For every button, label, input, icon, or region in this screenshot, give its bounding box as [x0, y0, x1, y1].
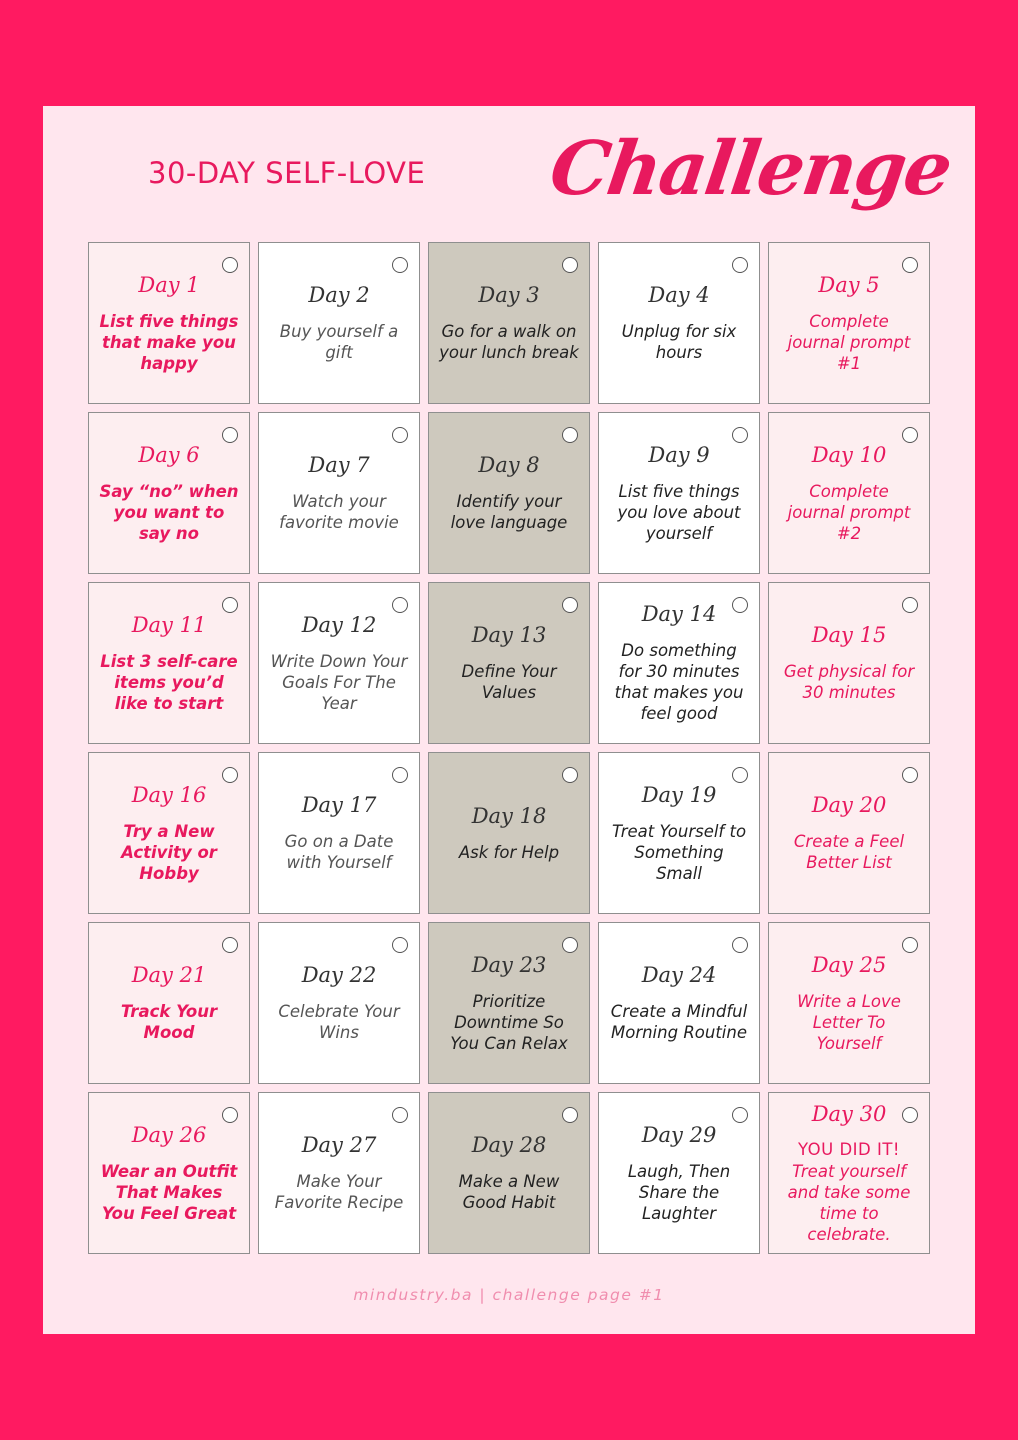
day-card	[428, 242, 590, 404]
day-task: Try a New Activity or Hobby	[121, 821, 217, 883]
day-label: Day 20	[811, 793, 887, 817]
checkbox-circle[interactable]	[222, 1107, 238, 1123]
day-card	[428, 752, 590, 914]
checkbox-circle[interactable]	[392, 257, 408, 273]
day-task: Get physical for 30 minutes	[783, 662, 915, 702]
day-card	[598, 242, 760, 404]
day-task: Define Your Values	[461, 662, 557, 702]
day-task: List 3 self-care items you’d like to start	[100, 651, 238, 713]
day-label: Day 14	[641, 602, 717, 626]
day-card	[258, 242, 420, 404]
checkbox-circle[interactable]	[392, 937, 408, 953]
day-task: Make a New Good Habit	[458, 1172, 560, 1212]
day-task: Wear an Outfit That Makes You Feel Great	[100, 1161, 238, 1223]
day-label: Day 27	[301, 1133, 377, 1157]
day-card	[428, 922, 590, 1084]
day-label: Day 19	[641, 782, 717, 807]
day-task: Say “no” when you want to say no	[99, 481, 239, 543]
day-card	[598, 752, 760, 914]
day-task: Complete journal prompt #1	[787, 311, 911, 373]
day-task: Go on a Date with Yourself	[284, 832, 394, 872]
day-task: Unplug for six hours	[621, 322, 737, 362]
day-card	[428, 412, 590, 574]
day-task: Prioritize Downtime So You Can Relax	[450, 991, 568, 1053]
day-label: Day 2	[308, 283, 370, 307]
checkbox-circle[interactable]	[732, 427, 748, 443]
day-card	[88, 412, 250, 574]
day-label: Day 16	[131, 782, 207, 807]
checkbox-circle[interactable]	[222, 427, 238, 443]
day-label: Day 6	[138, 442, 200, 467]
day-task: Write Down Your Goals For The Year	[270, 651, 408, 713]
checkbox-circle[interactable]	[562, 257, 578, 273]
day-label: Day 13	[471, 623, 547, 647]
checkbox-circle[interactable]	[222, 257, 238, 273]
day-card	[88, 242, 250, 404]
day-task: Buy yourself a gift	[279, 322, 399, 362]
day-task: Create a Mindful Morning Routine	[610, 1002, 748, 1042]
day-label: Day 22	[301, 963, 377, 987]
day-card	[598, 1092, 760, 1254]
day-task: Treat Yourself to Something Small	[611, 821, 747, 883]
checkbox-circle[interactable]	[902, 597, 918, 613]
day-task: Watch your favorite movie	[279, 492, 399, 532]
day-card	[598, 582, 760, 744]
page-title: Challenge	[544, 126, 956, 212]
day-label: Day 24	[641, 963, 717, 987]
day-label: Day 25	[811, 952, 887, 977]
day-label: Day 29	[641, 1122, 717, 1147]
checkbox-circle[interactable]	[222, 597, 238, 613]
day-label: Day 5	[818, 272, 880, 297]
day-card	[428, 1092, 590, 1254]
checkbox-circle[interactable]	[732, 767, 748, 783]
challenge-grid	[88, 242, 930, 1254]
checkbox-circle[interactable]	[732, 1107, 748, 1123]
day-label: Day 30	[811, 1101, 887, 1126]
day-card	[768, 752, 930, 914]
day-label: Day 10	[811, 442, 887, 467]
checkbox-circle[interactable]	[732, 597, 748, 613]
checkbox-circle[interactable]	[902, 937, 918, 953]
day-label: Day 1	[138, 272, 200, 297]
day-label: Day 28	[471, 1133, 547, 1157]
day-label: Day 15	[811, 623, 887, 647]
day-card	[598, 922, 760, 1084]
day-label: Day 8	[478, 453, 540, 477]
day-card	[88, 922, 250, 1084]
checkbox-circle[interactable]	[392, 1107, 408, 1123]
day-card	[88, 1092, 250, 1254]
day-label: Day 18	[471, 803, 547, 828]
day-card	[258, 582, 420, 744]
day-card	[768, 1092, 930, 1254]
day-card	[768, 922, 930, 1084]
day-card	[428, 582, 590, 744]
checkbox-circle[interactable]	[222, 937, 238, 953]
day-label: Day 21	[131, 963, 207, 987]
day-label: Day 17	[301, 793, 377, 817]
checkbox-circle[interactable]	[392, 597, 408, 613]
day-card	[88, 752, 250, 914]
checkbox-circle[interactable]	[562, 937, 578, 953]
checkbox-circle[interactable]	[732, 937, 748, 953]
challenge-page	[43, 106, 975, 1334]
day-task: Celebrate Your Wins	[278, 1002, 400, 1042]
day-label: Day 9	[648, 442, 710, 467]
day-card	[598, 412, 760, 574]
checkbox-circle[interactable]	[902, 257, 918, 273]
day-label: Day 7	[308, 453, 370, 477]
checkbox-circle[interactable]	[562, 427, 578, 443]
checkbox-circle[interactable]	[902, 427, 918, 443]
day-task: Complete journal prompt #2	[787, 481, 911, 543]
day-label: Day 26	[131, 1122, 207, 1147]
checkbox-circle[interactable]	[562, 767, 578, 783]
day-card	[258, 412, 420, 574]
checkbox-circle[interactable]	[392, 767, 408, 783]
day-card	[258, 1092, 420, 1254]
checkbox-circle[interactable]	[562, 597, 578, 613]
day-special-text: YOU DID IT!	[797, 1139, 901, 1159]
day-card	[768, 412, 930, 574]
day-task: Laugh, Then Share the Laughter	[627, 1161, 731, 1223]
day-task: Do something for 30 minutes that makes you feel good	[614, 641, 744, 723]
day-task: Identify your love language	[450, 492, 568, 532]
day-task: Treat yourself and take some time to celebrate.	[787, 1161, 911, 1244]
day-card	[768, 242, 930, 404]
page-footer: mindustry.ba | challenge page #1	[353, 1286, 665, 1304]
day-task: Create a Feel Better List	[793, 832, 905, 872]
checkbox-circle[interactable]	[732, 257, 748, 273]
day-card	[258, 922, 420, 1084]
day-card	[88, 582, 250, 744]
day-task: Go for a walk on your lunch break	[439, 322, 579, 362]
day-card	[768, 582, 930, 744]
day-task: Make Your Favorite Recipe	[274, 1172, 404, 1212]
checkbox-circle[interactable]	[902, 1107, 918, 1123]
checkbox-circle[interactable]	[562, 1107, 578, 1123]
day-label: Day 12	[301, 612, 377, 637]
day-label: Day 3	[478, 283, 540, 307]
day-task: List five things that make you happy	[99, 311, 239, 373]
day-task: Ask for Help	[458, 842, 560, 862]
day-task: Write a Love Letter To Yourself	[797, 991, 901, 1053]
page-subtitle: 30-DAY SELF-LOVE	[148, 156, 426, 190]
day-label: Day 4	[648, 283, 710, 307]
day-label: Day 23	[471, 952, 547, 977]
checkbox-circle[interactable]	[902, 767, 918, 783]
day-task: Track Your Mood	[120, 1002, 218, 1042]
day-task: List five things you love about yourself	[617, 481, 741, 543]
day-card	[258, 752, 420, 914]
day-label: Day 11	[131, 612, 207, 637]
checkbox-circle[interactable]	[222, 767, 238, 783]
checkbox-circle[interactable]	[392, 427, 408, 443]
